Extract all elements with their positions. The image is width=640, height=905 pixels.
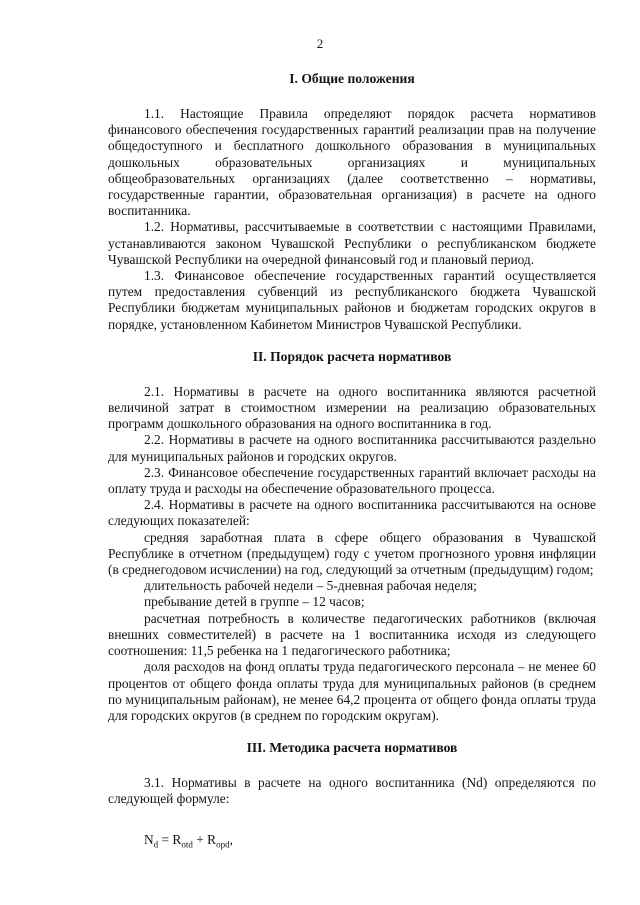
indicator-payroll-share: доля расходов на фонд оплаты труда педагогического персонала – не менее 60 процентов от общего фонда оплаты труда для муниципальных районов (в среднем по муниципальным районам), не менее 64,2 процента от общего фонда оплаты труда для городских округов (в среднем по городским округам). — [108, 659, 596, 723]
indicator-salary: средняя заработная плата в сфере общего образования в Чувашской Республике в отчетном (предыдущем) году с учетом прогнозного уровня инфляции (в среднегодовом исчислении) на год, следующий за отчетным (предыдущим) годом; — [108, 529, 596, 578]
section-title-procedure: II. Порядок расчета нормативов — [252, 348, 452, 364]
page-number: 2 — [316, 36, 324, 51]
paragraph-3-1: 3.1. Нормативы в расчете на одного воспитанника (Nd) определяются по следующей формуле: — [108, 775, 596, 807]
indicator-staff-ratio: расчетная потребность в количестве педагогических работников (включая внешних совместителей) в расчете на 1 воспитанника исходя из следующего соотношения: 11,5 ребенка на 1 педагогического работника; — [108, 610, 596, 659]
paragraph-2-3: 2.3. Финансовое обеспечение государственных гарантий включает расходы на оплату труда и расходы на обеспечение образовательного процесса. — [108, 464, 596, 497]
section-title-general: I. Общие положения — [289, 71, 415, 86]
paragraph-2-1: 2.1. Нормативы в расчете на одного воспитанника являются расчетной величиной затрат в стоимостном измерении на реализацию образовательных программ дошкольного образования на одного воспитанника в год. — [108, 383, 596, 432]
indicator-group-stay: пребывание детей в группе – 12 часов; — [144, 594, 365, 610]
document-body — [108, 70, 596, 848]
paragraph-2-4: 2.4. Нормативы в расчете на одного воспитанника рассчитываются на основе следующих показателей: — [108, 497, 596, 529]
section-title-methodology: III. Методика расчета нормативов — [246, 740, 458, 756]
section-spacer — [108, 757, 596, 775]
indicator-work-week: длительность рабочей недели – 5-дневная рабочая неделя; — [144, 578, 477, 594]
section-spacer — [108, 366, 596, 384]
paragraph-1-3: 1.3. Финансовое обеспечение государственных гарантий осуществляется путем предоставления субвенций из республиканского бюджета Чувашской Республики бюджетам муниципальных районов и бюджетам городских округов в порядке, установленном Кабинетом Министров Чувашской Республики. — [108, 268, 596, 332]
formula-nd: $N_d = R_{otd} + R_{opd}$, — [144, 831, 233, 850]
section-spacer — [108, 88, 596, 106]
paragraph-2-2: 2.2. Нормативы в расчете на одного воспитанника рассчитываются раздельно для муниципальных районов и городских округов. — [108, 432, 596, 464]
paragraph-1-2: 1.2. Нормативы, рассчитываемые в соответствии с настоящими Правилами, устанавливаются законом Чувашской Республики о республиканском бюджете Чувашской Республики на очередной финансовый год и плановый период. — [108, 219, 596, 267]
paragraph-1-1: 1.1. Настоящие Правила определяют порядок расчета нормативов финансового обеспечения государственных гарантий реализации прав на получение общедоступного и бесплатного дошкольного образования в муниципальных дошкольных образовательных организациях и муниципальных общеобразовательных организациях (далее соответственно – нормативы, государственные гарантии, образовательная организация) в расчете на одного воспитанника. — [108, 106, 596, 219]
